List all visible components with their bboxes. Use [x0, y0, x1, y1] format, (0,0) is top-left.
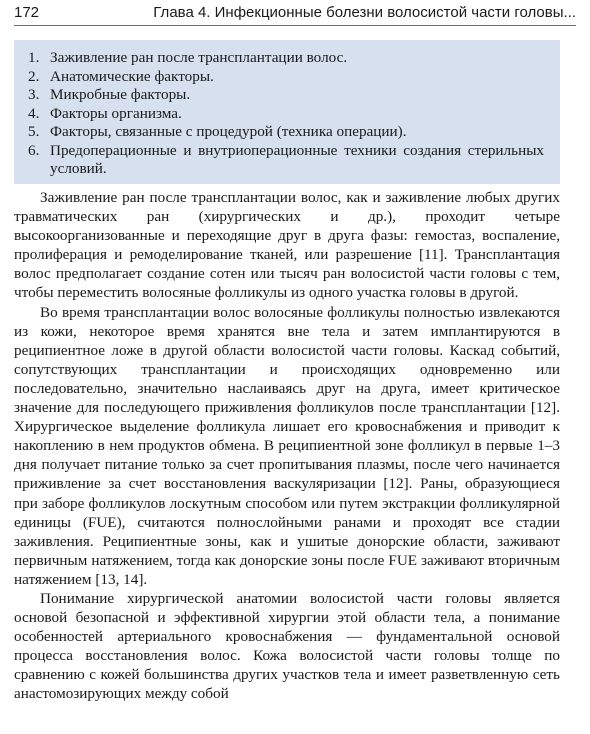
page-number: 172 [14, 4, 40, 21]
factor-list [28, 49, 544, 179]
factor-number: 5. [28, 123, 40, 140]
factor-text: Факторы организма. [50, 104, 182, 122]
factor-text: Предоперационные и внутриоперационные техники создания стерильных условий. [50, 141, 544, 177]
paragraph-transplantation-process: Во время трансплантации волос волосяные фолликулы полностью извлекаются из кожи, некоторое время хранятся вне тела и затем имплантируются в реципиентное ложе в другой области волосистой части головы. Каскад событий, сопутствующих трансплантации и происходящих одновременно или последовательно, значительно наслаиваясь друг на друга, имеет критическое значение для последующего приживления фолликулов после трансплантации [12]. Хирургическое выделение фолликула лишает его кровоснабжения и приводит к накоплению в нем продуктов обмена. В реципиентной зоне фолликул в первые 1–3 дня получает питание только за счет пропитывания плазмы, после чего начинается приживление за счет восстановления васкуляризации [12]. Раны, образующиеся при заборе фолликулов лоскутным способом или путем экстракции фолликулярной единицы (FUE), считаются полнослойными ранами и проходят все стадии заживления. Реципиентные зоны, как и ушитые донорские области, заживают первичным натяжением, тогда как донорские зоны после FUE заживают вторичным натяжением [13, 14]. [14, 303, 560, 588]
factor-number: 4. [28, 104, 40, 122]
factor-text: Факторы, связанные с процедурой (техника операции). [50, 123, 407, 140]
paragraph-surgical-anatomy: Понимание хирургической анатомии волосистой части головы является основой безопасной и эффективной хирургии этой области тела, а понимание особенностей артериального кровоснабжения — фундаментальной основой процесса восстановления волос. Кожа волосистой части головы толще по сравнению с кожей большинства других участков тела и имеет разветвленную сеть анастомозирующих между собой [14, 589, 560, 703]
factor-item-4 [28, 105, 544, 124]
running-head [14, 0, 576, 26]
factor-list-box [14, 40, 560, 184]
factor-text: Анатомические факторы. [50, 67, 214, 85]
factor-number: 3. [28, 86, 40, 103]
paragraph-wound-healing: Заживление ран после трансплантации волос, как и заживление любых других травматических ран (хирургических и др.), проходит четыре высокоорганизованные и переходящие друг в друга фазы: гемостаз, воспаление, пролиферация и ремоделирование тканей, или разрешение [11]. Трансплантация волос предполагает создание сотен или тысяч ран волосистой части головы с тем, чтобы переместить волосяные фолликулы из одного участка головы в другой. [14, 189, 560, 302]
factor-item-2 [28, 68, 544, 87]
factor-number: 1. [28, 49, 40, 66]
factor-item-1 [28, 49, 544, 68]
factor-number: 2. [28, 67, 40, 85]
factor-text: Заживление ран после трансплантации волос. [50, 49, 348, 66]
factor-text: Микробные факторы. [50, 86, 191, 103]
factor-number: 6. [28, 141, 40, 159]
chapter-title: Глава 4. Инфекционные болезни волосистой части головы... [153, 4, 576, 21]
factor-item-5 [28, 123, 544, 142]
factor-item-3 [28, 86, 544, 105]
factor-item-6 [28, 142, 544, 179]
body-text [14, 188, 560, 704]
